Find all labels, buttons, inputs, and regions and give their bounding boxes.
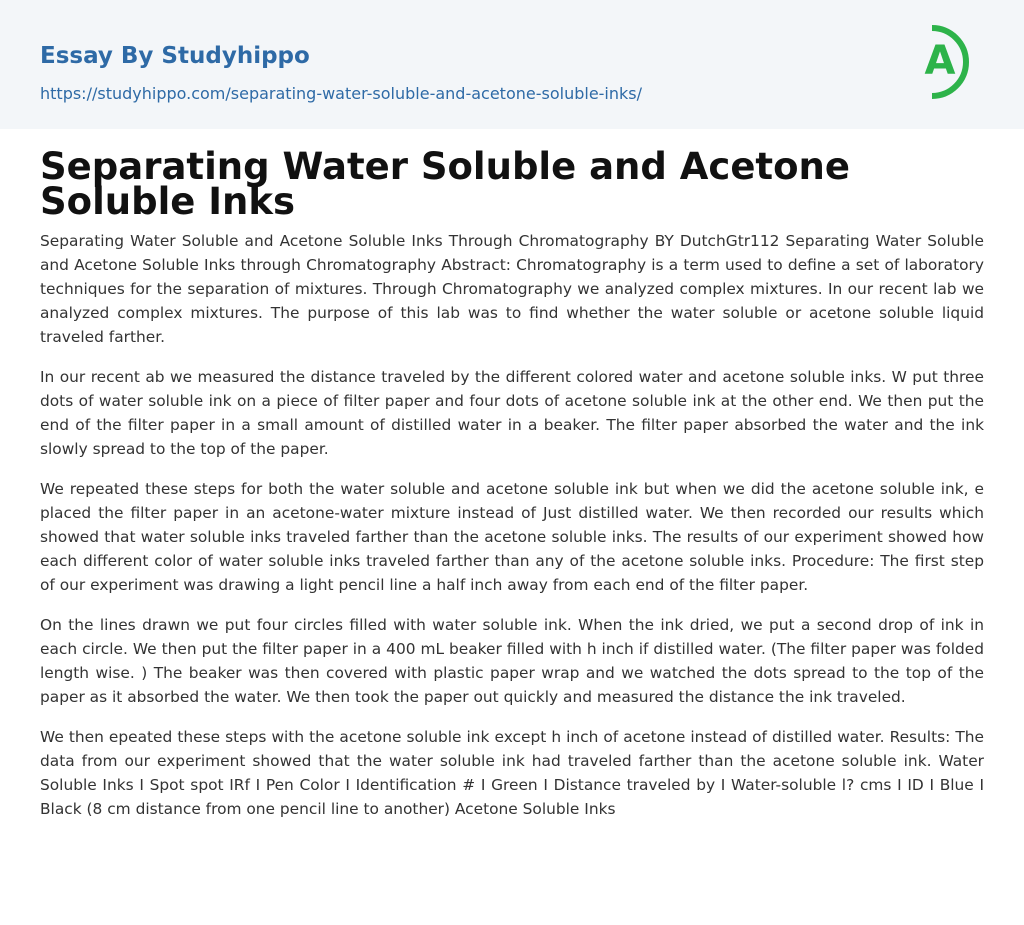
- article-paragraph: Separating Water Soluble and Acetone Soluble Inks Through Chromatography BY DutchGtr112 Separating Water Soluble and Acetone Soluble Inks through Chromatography Abstract: Chromatography is a term used to define a set of laboratory techniques for the separation of mixtures. Through Chromatography we analyzed complex mixtures. In our recent lab we analyzed complex mixtures. The purpose of this lab was to find whether the water soluble or acetone soluble liquid traveled farther.: [40, 232, 984, 346]
- studyhippo-logo-icon: [910, 18, 988, 106]
- article-body: [40, 229, 984, 837]
- site-header: [0, 0, 1024, 129]
- source-url-link[interactable]: https://studyhippo.com/separating-water-soluble-and-acetone-soluble-inks/: [40, 84, 643, 103]
- article-paragraph: We repeated these steps for both the water soluble and acetone soluble ink but when we did the acetone soluble ink, e placed the filter paper in an acetone-water mixture instead of Just distilled water. We then recorded our results which showed that water soluble inks traveled farther than the acetone soluble inks. The results of our experiment showed how each different color of water soluble inks traveled farther than any of the acetone soluble inks. Procedure: The first step of our experiment was drawing a light pencil line a half inch away from each end of the filter paper.: [40, 480, 984, 594]
- article-paragraph: We then epeated these steps with the acetone soluble ink except h inch of acetone instead of distilled water. Results: The data from our experiment showed that the water soluble ink had traveled farther than the acetone soluble ink. Water Soluble Inks I Spot spot IRf I Pen Color I Identification # I Green I Distance traveled by I Water-soluble l? cms I ID I Blue I Black (8 cm distance from one pencil line to another) Acetone Soluble Inks: [40, 728, 984, 818]
- page-title: Separating Water Soluble and Acetone Soluble Inks: [40, 145, 850, 223]
- article-paragraph: On the lines drawn we put four circles filled with water soluble ink. When the ink dried, we put a second drop of ink in each circle. We then put the filter paper in a 400 mL beaker filled with h inch if distilled water. (The filter paper was folded length wise. ) The beaker was then covered with plastic paper wrap and we watched the dots spread to the top of the paper as it absorbed the water. We then took the paper out quickly and measured the distance the ink traveled.: [40, 616, 984, 706]
- brand-title: Essay By Studyhippo: [40, 43, 310, 69]
- logo-letter: A: [924, 38, 956, 84]
- article-paragraph: In our recent ab we measured the distance traveled by the different colored water and acetone soluble inks. W put three dots of water soluble ink on a piece of filter paper and four dots of acetone soluble ink at the other end. We then put the end of the filter paper in a small amount of distilled water in a beaker. The filter paper absorbed the water and the ink slowly spread to the top of the paper.: [40, 368, 984, 458]
